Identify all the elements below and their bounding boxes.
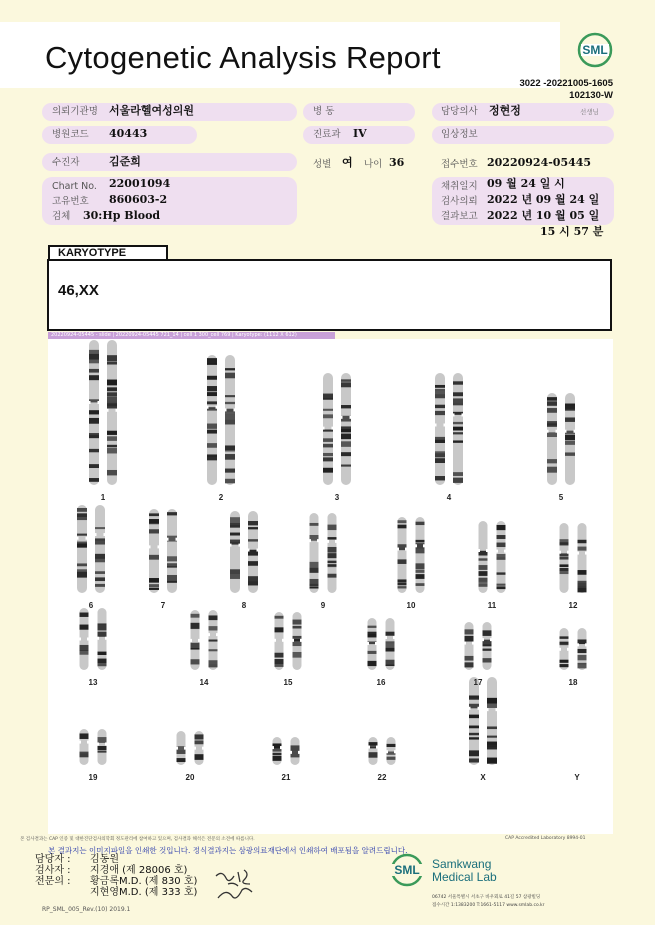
chromosome-label: 15: [283, 678, 293, 687]
chromosome-label: X: [480, 773, 486, 782]
chromosome: [229, 511, 241, 593]
chromosome-label: Y: [574, 773, 580, 782]
brand-name: [432, 858, 497, 884]
staff-label-assignee: 담당자 :: [35, 854, 71, 865]
image-caption: 20220924-05445 - slide | 20220924-05445 721_14 | cell 1 300_cell 769 | Karyotype: (1112 X 612): [48, 332, 335, 339]
chromosome: [559, 628, 570, 670]
report-title: Cytogenetic Analysis Report: [45, 40, 441, 75]
chromosome: [322, 373, 334, 485]
institution-label: 의뢰기관명: [52, 106, 98, 117]
chart-label: Chart No.: [52, 181, 97, 192]
chromosome: [292, 612, 303, 670]
chromosome: [148, 509, 160, 593]
report-number-line1: 3022 -20221005-1605: [519, 78, 613, 89]
recipient-pill: [42, 153, 297, 171]
institution-value: 서울라헬여성의원: [109, 104, 195, 117]
dept-label: 진료과: [313, 129, 341, 140]
chromosome: [478, 521, 489, 593]
chromosome: [482, 622, 493, 670]
doctor-label: 담당의사: [441, 106, 478, 117]
karyogram-image: [48, 339, 613, 834]
karyotype-value: 46,XX: [58, 282, 99, 299]
fine-print-right: CAP Accredited Laboratory 8994-01: [505, 836, 586, 841]
signature-icon: [212, 866, 264, 904]
chromosome: [79, 608, 90, 670]
sml-logo-icon: [575, 30, 615, 70]
unique-label: 고유번호: [52, 196, 89, 207]
chromosome-label: 14: [199, 678, 209, 687]
chromosome: [166, 509, 178, 593]
chromosome-label: 7: [160, 601, 166, 610]
age-value: 36: [389, 156, 405, 169]
age-label: 나이: [364, 159, 383, 170]
staff-labels: [35, 854, 71, 887]
address-line-1: 06742 서울특별시 서초구 바우뫼로 41길 57 삼광빌딩: [432, 895, 541, 900]
doctor-suffix: 선생님: [580, 108, 599, 116]
staff-values: [90, 854, 197, 898]
sex-label: 성별: [313, 159, 332, 170]
chromosome: [194, 731, 205, 765]
chromosome-label: 11: [487, 601, 497, 610]
chromosome: [464, 622, 475, 670]
chromosome: [88, 340, 100, 485]
chromosome: [546, 393, 558, 485]
ward-label: 병 동: [313, 106, 335, 117]
chromosome: [290, 737, 301, 765]
chromosome-label: 12: [568, 601, 578, 610]
logo-bot-text: SML: [394, 863, 420, 877]
chromosome: [208, 610, 219, 670]
dept-value: IV: [353, 127, 367, 140]
chromosome: [397, 517, 408, 593]
collect-value: 09 월 24 일 시: [487, 177, 565, 190]
chromosome: [564, 393, 576, 485]
chromosome-label: 6: [88, 601, 94, 610]
chromosome: [272, 737, 283, 765]
chromosome-label: 22: [377, 773, 387, 782]
fine-print-left: 본 검사결과는 CAP 인증 및 대한진단검사의학회 정도관리에 참여하고 있으며, 검사결과 해석은 전문의 소견에 따릅니다.: [20, 837, 255, 842]
chart-value: 22001094: [109, 177, 171, 190]
chromosome-label: 2: [218, 493, 224, 502]
chromosome: [577, 523, 588, 593]
receipt-label: 접수번호: [441, 159, 478, 170]
result-time: 15 시 57 분: [540, 225, 604, 238]
recipient-label: 수진자: [52, 157, 80, 168]
chromosome: [577, 628, 588, 670]
karyogram-svg: [48, 339, 613, 834]
chromosome: [97, 729, 108, 765]
chromosome-label: 17: [473, 678, 483, 687]
chromosome: [79, 729, 90, 765]
chromosome-label: 10: [406, 601, 416, 610]
brand-line-2: Medical Lab: [432, 870, 497, 884]
chromosome: [385, 618, 396, 670]
staff-specialist-2: 지현영M.D. (제 333 호): [90, 887, 198, 898]
chromosome-label: 3: [334, 493, 340, 502]
chromosome: [468, 677, 480, 765]
chromosome-label: 1: [100, 493, 106, 502]
doctor-value: 정현정: [489, 104, 521, 117]
staff-label-examiner: 검사자 :: [35, 865, 71, 876]
collect-label: 채취일지: [441, 181, 478, 192]
hospital-code-label: 병원코드: [52, 129, 89, 140]
chromosome: [415, 517, 426, 593]
chromosome: [97, 608, 108, 670]
report-number-line2: 102130-W: [569, 90, 613, 101]
address-line-2: 접수시간 1:1383200 T:1661-5117 www.smlab.co.kr: [432, 903, 545, 908]
notice-text: 본 결과지는 이미지파일을 인쇄한 것입니다. 정식결과지는 삼광의료재단에서 인쇄하여 배포됨을 알려드립니다.: [48, 846, 408, 855]
form-code: RP_SML_005_Rev.(10) 2019.1: [42, 906, 131, 913]
specimen-label: 검체: [52, 211, 71, 222]
karyotype-box: [47, 259, 612, 331]
chromosome: [452, 373, 464, 485]
specimen-value: 30:Hp Blood: [83, 209, 161, 222]
report-number: [519, 78, 613, 102]
chromosome: [386, 737, 397, 765]
staff-label-specialist: 전문의 :: [35, 876, 71, 887]
karyotype-heading: KARYOTYPE: [48, 245, 168, 259]
chromosome-label: 4: [446, 493, 452, 502]
chromosome: [94, 505, 106, 593]
chromosome: [274, 612, 285, 670]
sex-value: 여: [342, 156, 353, 169]
clinical-label: 임상정보: [441, 129, 478, 140]
chromosome: [247, 511, 259, 593]
chromosome: [206, 355, 218, 485]
chromosome: [559, 523, 570, 593]
address: [432, 894, 545, 910]
chromosome: [496, 521, 507, 593]
chromosome: [340, 373, 352, 485]
chromosome: [434, 373, 446, 485]
hospital-code-value: 40443: [109, 127, 148, 140]
chromosome: [76, 505, 88, 593]
chromosome-label: 18: [568, 678, 578, 687]
request-value: 2022 년 09 월 24 일: [487, 193, 600, 206]
logo-text: SML: [582, 43, 608, 57]
chromosome-label: 13: [88, 678, 98, 687]
chromosome: [327, 513, 338, 593]
receipt-value: 20220924-05445: [487, 156, 592, 169]
staff-specialist-1: 황금록M.D. (제 830 호): [90, 876, 198, 887]
chromosome: [367, 618, 378, 670]
request-label: 검사의뢰: [441, 196, 478, 207]
result-value: 2022 년 10 월 05 일: [487, 209, 600, 222]
chromosome: [176, 731, 187, 765]
result-label: 결과보고: [441, 211, 478, 222]
chromosome: [368, 737, 379, 765]
chromosome-label: 8: [241, 601, 247, 610]
chromosome: [309, 513, 320, 593]
chromosome-label: 5: [558, 493, 564, 502]
chromosome: [190, 610, 201, 670]
chromosome: [224, 355, 236, 485]
staff-examiner: 지경애 (제 28006 호): [90, 865, 188, 876]
chromosome-label: 9: [320, 601, 326, 610]
chromosome-label: 19: [88, 773, 98, 782]
staff-assignee: 김동원: [90, 854, 119, 865]
chromosome: [106, 340, 118, 485]
samkwang-logo-icon: [385, 852, 429, 888]
brand-line-1: Samkwang: [432, 857, 492, 871]
chromosome: [486, 677, 498, 765]
unique-value: 860603-2: [109, 193, 168, 206]
chromosome-label: 21: [281, 773, 291, 782]
recipient-value: 김준희: [109, 155, 141, 168]
chromosome-label: 20: [185, 773, 195, 782]
chromosome-label: 16: [376, 678, 386, 687]
